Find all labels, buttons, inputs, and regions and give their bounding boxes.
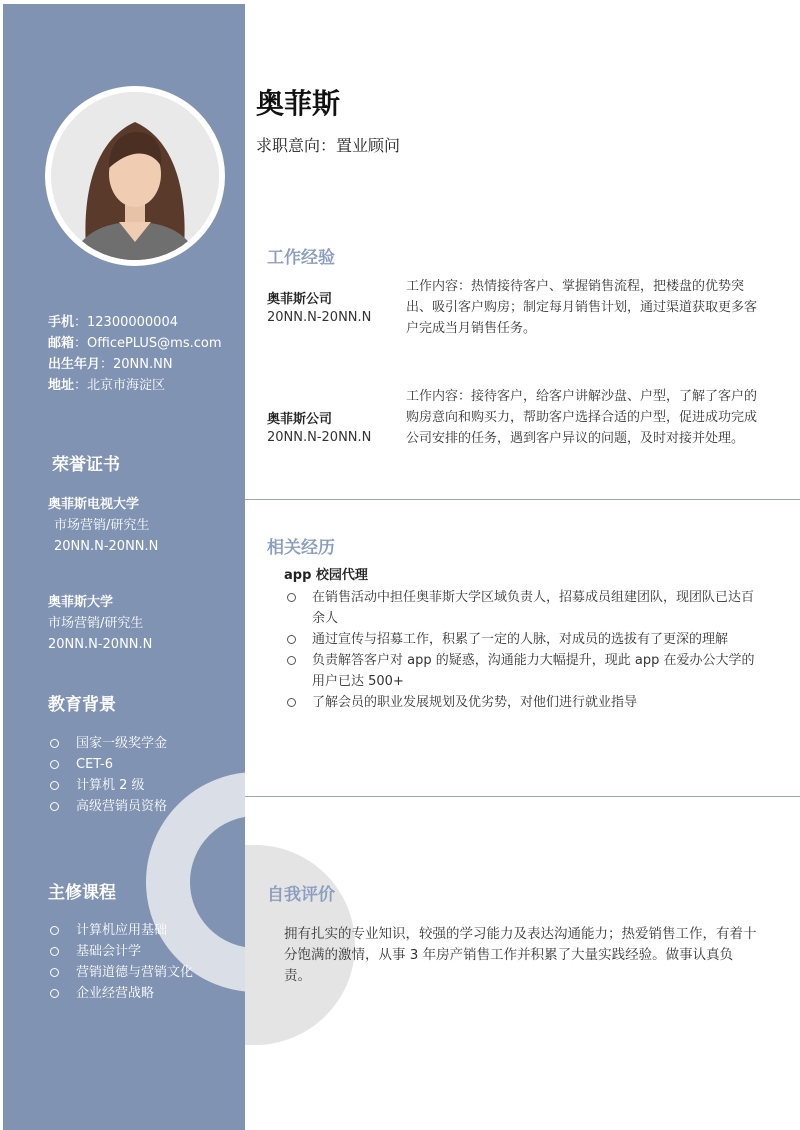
email-row (48, 333, 222, 354)
list-item: CET-6 (48, 754, 167, 775)
courses-list (48, 920, 193, 1004)
courses-title: 主修课程 (48, 883, 116, 903)
list-item: 国家一级奖学金 (48, 733, 167, 754)
related-title: 相关经历 (267, 538, 335, 558)
contact-info (48, 312, 222, 396)
honor-major: 市场营销/研究生 (48, 616, 144, 631)
job-objective: 求职意向：置业顾问 (256, 136, 401, 155)
person-icon (51, 92, 219, 260)
list-item: 基础会计学 (48, 941, 193, 962)
list-item: 营销道德与营销文化 (48, 962, 193, 983)
education-title: 教育背景 (48, 695, 116, 715)
candidate-name: 奥菲斯 (256, 87, 341, 120)
self-eval-text: 拥有扎实的专业知识，较强的学习能力及表达沟通能力；热爱销售工作，有着十分饱满的激情，从事 3 年房产销售工作并积累了大量实践经验。做事认真负责。 (284, 926, 757, 984)
honors-title: 荣誉证书 (52, 455, 120, 475)
list-item: 计算机应用基础 (48, 920, 193, 941)
honor-school: 奥菲斯电视大学 (48, 497, 140, 512)
job-company: 奥菲斯公司 (267, 292, 333, 307)
birth-row (48, 354, 222, 375)
phone-label: 手机 (48, 315, 75, 330)
birth-value: ：20NN.NN (100, 357, 173, 372)
honor-date: 20NN.N-20NN.N (54, 539, 159, 554)
list-item: 计算机 2 级 (48, 775, 167, 796)
job-description: 工作内容：热情接待客户、掌握销售流程，把楼盘的优势突出、吸引客户购房；制定每月销售计划，通过渠道获取更多客户完成当月销售任务。 (406, 279, 758, 336)
honor-school: 奥菲斯大学 (48, 595, 114, 610)
honor-entry-1 (48, 494, 158, 557)
address-value: ：北京市海淀区 (74, 378, 166, 393)
section-divider (245, 796, 800, 797)
related-subtitle: app 校园代理 (284, 568, 368, 583)
honor-entry-2 (48, 592, 152, 655)
email-value: ：OfficePLUS@ms.com (74, 336, 222, 351)
honor-date: 20NN.N-20NN.N (48, 637, 153, 652)
phone-value: ：12300000004 (74, 315, 178, 330)
job-date: 20NN.N-20NN.N (267, 310, 372, 325)
email-label: 邮箱 (48, 336, 75, 351)
self-eval-title: 自我评价 (267, 885, 335, 905)
related-list (284, 587, 760, 713)
job-description: 工作内容：接待客户，给客户讲解沙盘、户型，了解了客户的购房意向和购买力，帮助客户选择合适的户型，促进成功完成公司安排的任务，遇到客户异议的问题，及时对接并处理。 (406, 389, 758, 446)
profile-photo (51, 92, 219, 260)
honor-major: 市场营销/研究生 (54, 518, 150, 533)
section-divider (245, 499, 800, 500)
job-company: 奥菲斯公司 (267, 412, 333, 427)
birth-label: 出生年月 (48, 357, 101, 372)
list-item: 了解会员的职业发展规划及优劣势，对他们进行就业指导 (284, 692, 760, 713)
work-title: 工作经验 (267, 248, 335, 268)
avatar (45, 86, 225, 266)
phone-row (48, 312, 222, 333)
list-item: 在销售活动中担任奥菲斯大学区域负责人，招募成员组建团队，现团队已达百余人 (284, 587, 760, 629)
list-item: 高级营销员资格 (48, 796, 167, 817)
job-date: 20NN.N-20NN.N (267, 430, 372, 445)
list-item: 负责解答客户对 app 的疑惑，沟通能力大幅提升，现此 app 在爱办公大学的用户已达 500+ (284, 650, 760, 692)
address-row (48, 375, 222, 396)
list-item: 通过宣传与招募工作，积累了一定的人脉，对成员的选拔有了更深的理解 (284, 629, 760, 650)
list-item: 企业经营战略 (48, 983, 193, 1004)
education-list (48, 733, 167, 817)
address-label: 地址 (48, 378, 75, 393)
